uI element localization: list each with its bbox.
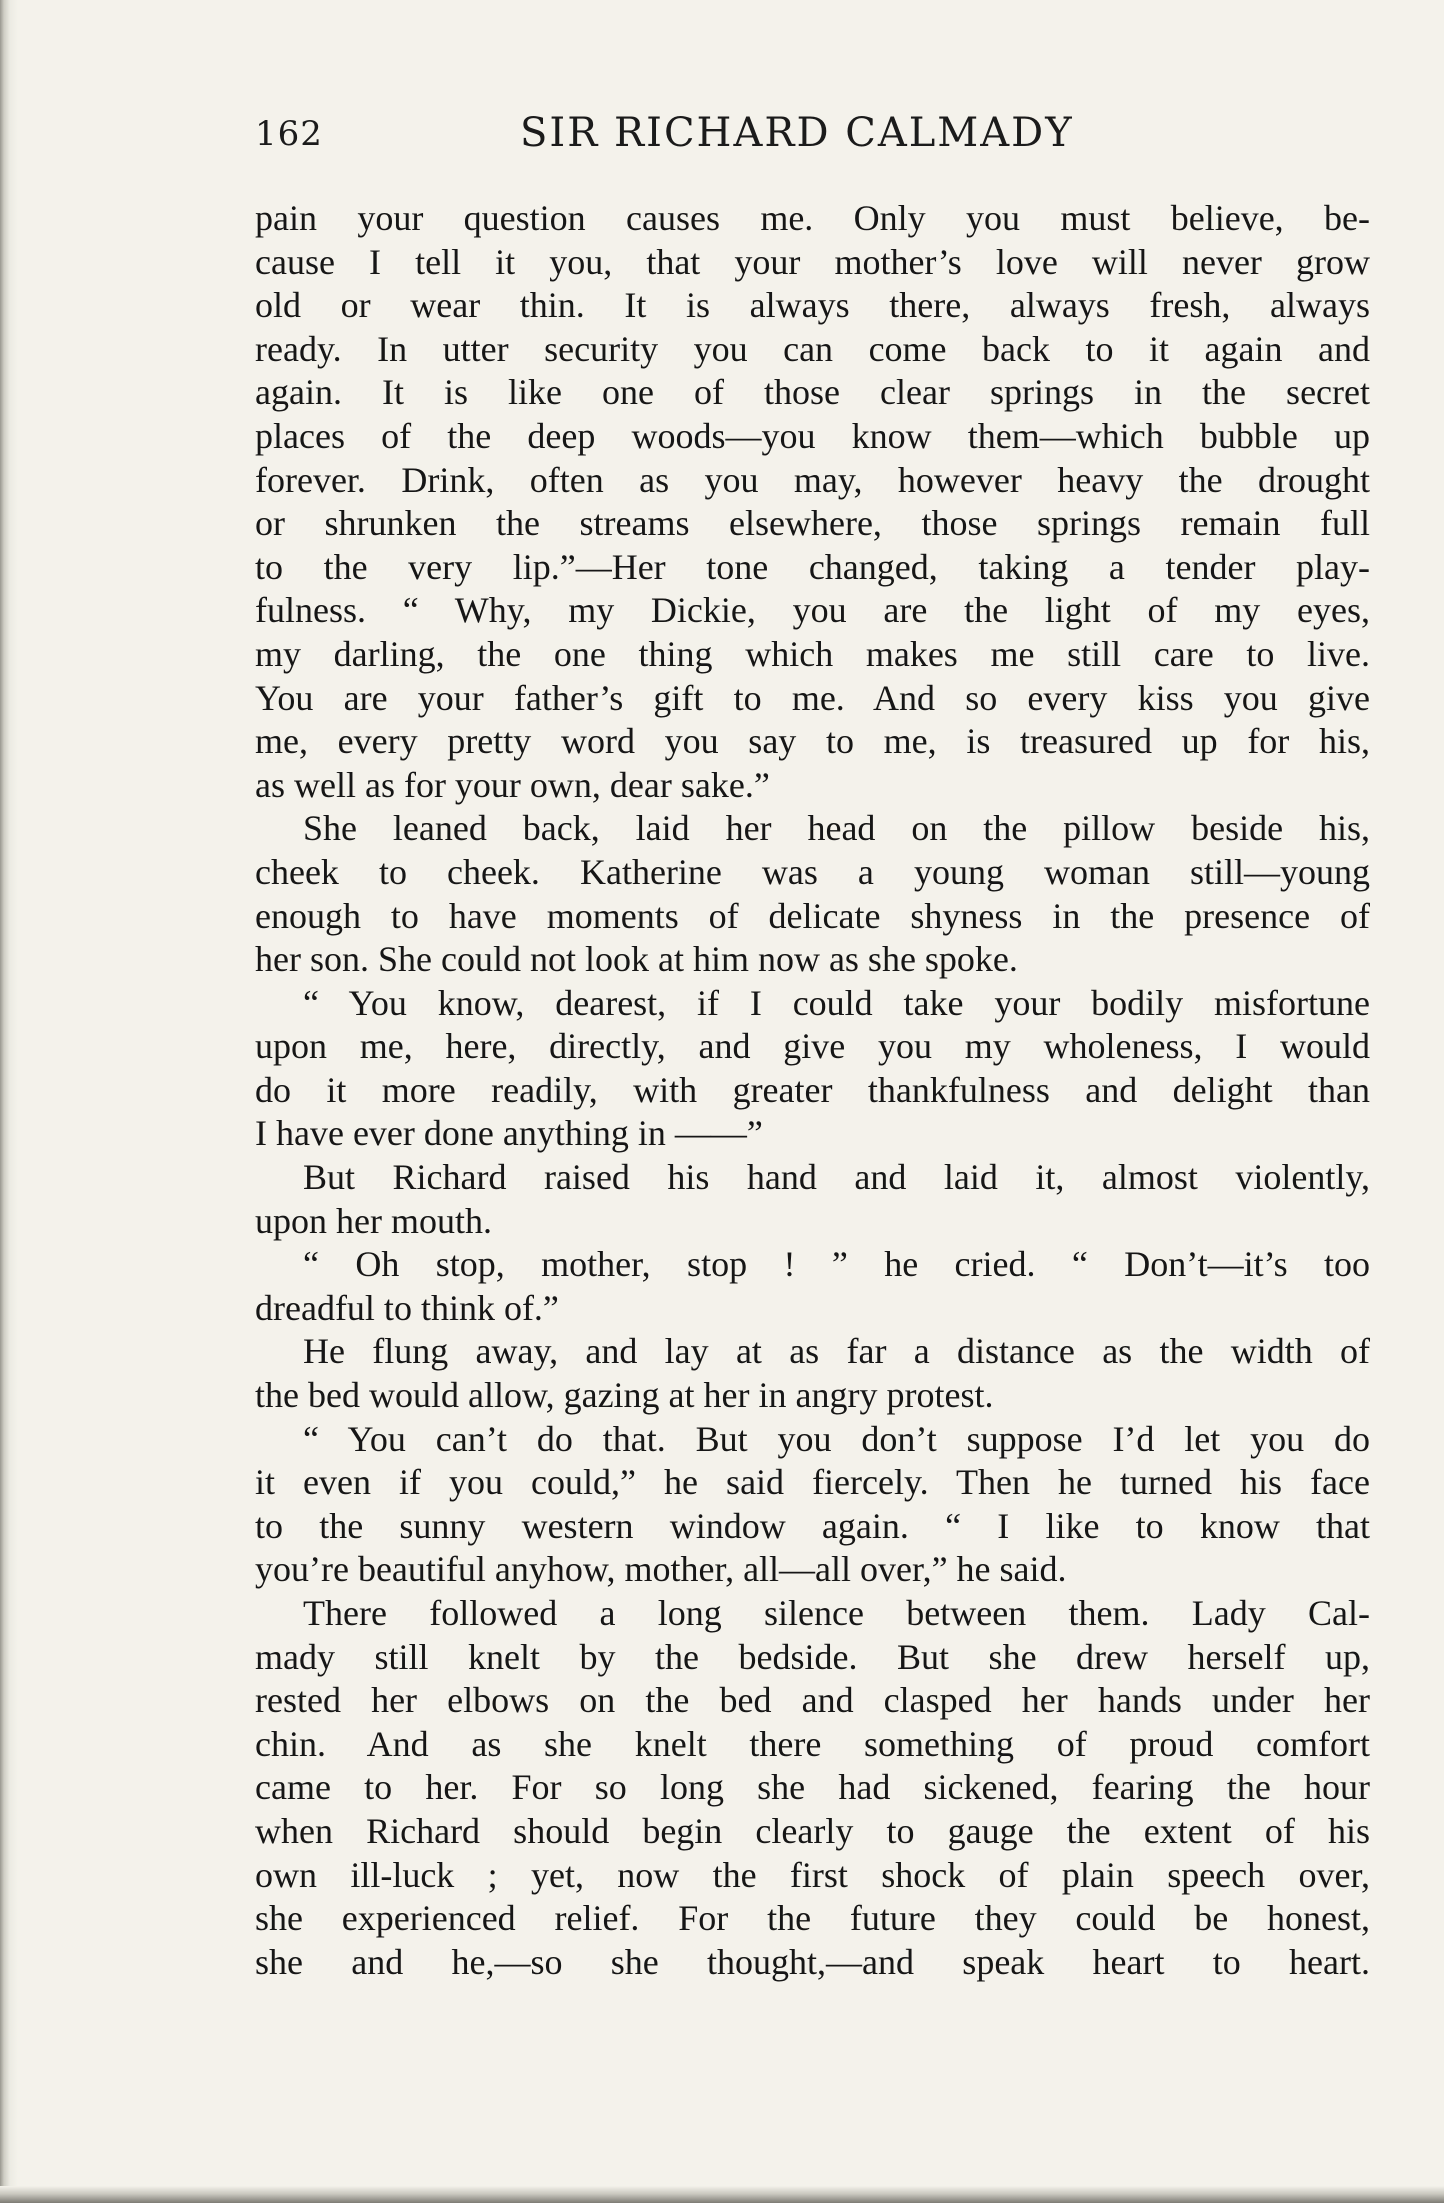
text-line: places of the deep woods—you know them—which bubble up xyxy=(255,415,1370,456)
text-line: you’re beautiful anyhow, mother, all—all over,” he said. xyxy=(255,1549,1067,1590)
text-line: But Richard raised his hand and laid it, almost violently, xyxy=(303,1157,1370,1198)
binding-shadow xyxy=(0,0,18,2203)
page-header xyxy=(255,110,1370,170)
text-line: chin. And as she knelt there something of proud comfort xyxy=(255,1723,1370,1764)
text-line: she experienced relief. For the future they could be honest, xyxy=(255,1898,1370,1939)
text-line: do it more readily, with greater thankfulness and delight than xyxy=(255,1069,1370,1110)
text-line: again. It is like one of those clear springs in the secret xyxy=(255,372,1370,413)
text-line: cause I tell it you, that your mother’s love will never grow xyxy=(255,241,1370,282)
text-line: upon me, here, directly, and give you my wholeness, I would xyxy=(255,1026,1370,1067)
text-line: mady still knelt by the bedside. But she drew herself up, xyxy=(255,1636,1370,1677)
text-line: upon her mouth. xyxy=(255,1200,492,1241)
text-line: she and he,—so she thought,—and speak heart to heart. xyxy=(255,1941,1370,1982)
body-text xyxy=(255,197,1370,1984)
text-line: own ill-luck ; yet, now the first shock of plain speech over, xyxy=(255,1854,1370,1895)
text-line: ready. In utter security you can come back to it again and xyxy=(255,328,1370,369)
text-line: enough to have moments of delicate shyness in the presence of xyxy=(255,895,1370,936)
text-line: She leaned back, laid her head on the pillow beside his, xyxy=(303,808,1370,849)
text-line: when Richard should begin clearly to gauge the extent of his xyxy=(255,1810,1370,1851)
text-line: it even if you could,” he said fiercely. Then he turned his face xyxy=(255,1462,1370,1503)
text-line: fulness. “ Why, my Dickie, you are the light of my eyes, xyxy=(255,590,1370,631)
page-bottom-shadow xyxy=(0,2186,1444,2203)
text-line: You are your father’s gift to me. And so every kiss you give xyxy=(255,677,1370,718)
text-line: I have ever done anything in ——” xyxy=(255,1113,763,1154)
text-line: forever. Drink, often as you may, however heavy the drought xyxy=(255,459,1370,500)
text-line: my darling, the one thing which makes me still care to live. xyxy=(255,633,1370,674)
text-line: “ Oh stop, mother, stop ! ” he cried. “ Don’t—it’s too xyxy=(303,1244,1370,1285)
text-line: pain your question causes me. Only you must believe, be- xyxy=(255,198,1370,238)
text-line: the bed would allow, gazing at her in angry protest. xyxy=(255,1375,994,1416)
text-line: “ You can’t do that. But you don’t suppose I’d let you do xyxy=(303,1418,1370,1459)
text-line: came to her. For so long she had sickened, fearing the hour xyxy=(255,1767,1370,1808)
text-line: cheek to cheek. Katherine was a young woman still—young xyxy=(255,851,1370,892)
text-line: There followed a long silence between them. Lady Cal- xyxy=(303,1593,1370,1633)
text-line: old or wear thin. It is always there, always fresh, always xyxy=(255,285,1370,326)
text-line: He flung away, and lay at as far a distance as the width of xyxy=(303,1331,1370,1372)
text-line: as well as for your own, dear sake.” xyxy=(255,764,770,805)
page-number: 162 xyxy=(255,114,323,154)
running-title: SIR RICHARD CALMADY xyxy=(520,110,1074,156)
text-line: her son. She could not look at him now as she spoke. xyxy=(255,939,1018,980)
text-line: rested her elbows on the bed and clasped her hands under her xyxy=(255,1680,1370,1721)
text-line: or shrunken the streams elsewhere, those springs remain full xyxy=(255,503,1370,544)
text-line: dreadful to think of.” xyxy=(255,1287,559,1328)
text-line: to the sunny western window again. “ I like to know that xyxy=(255,1505,1370,1546)
text-line: to the very lip.”—Her tone changed, taking a tender play- xyxy=(255,546,1370,587)
text-line: me, every pretty word you say to me, is treasured up for his, xyxy=(255,721,1370,762)
text-line: “ You know, dearest, if I could take your bodily misfortune xyxy=(303,982,1370,1023)
